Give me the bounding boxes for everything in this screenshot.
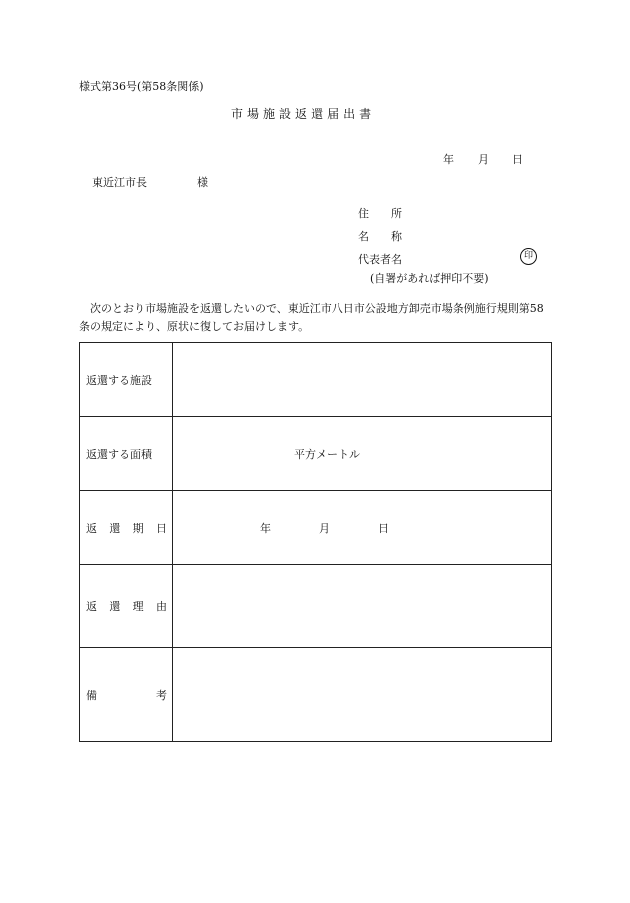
period-label-char: 返 — [86, 521, 97, 535]
remarks-label-char: 考 — [156, 688, 167, 702]
period-day: 日 — [378, 521, 389, 535]
area-label: 返還する面積 — [86, 447, 152, 461]
facility-label: 返還する施設 — [86, 373, 152, 387]
period-label-char: 期 — [132, 521, 144, 535]
document-title: 市 場 施 設 返 還 届 出 書 — [231, 107, 372, 121]
period-month: 月 — [319, 521, 330, 535]
reason-value-cell[interactable] — [173, 565, 552, 648]
area-label-cell — [80, 417, 173, 491]
table-row — [80, 491, 552, 565]
remarks-value-cell[interactable] — [173, 648, 552, 742]
remarks-label-cell — [80, 648, 173, 742]
facility-label-cell — [80, 343, 173, 417]
reason-label-char: 還 — [109, 600, 121, 613]
reason-label-char: 理 — [132, 600, 144, 613]
date-month: 月 — [478, 153, 489, 166]
table-row — [80, 417, 552, 491]
reason-label-cell — [80, 565, 173, 648]
seal-note: (自署があれば押印不要) — [370, 272, 489, 285]
period-label-char: 日 — [155, 521, 167, 535]
period-label-char: 還 — [109, 521, 121, 535]
area-unit: 平方メートル — [294, 447, 360, 461]
period-label-cell — [80, 491, 173, 565]
facility-value-cell[interactable] — [173, 343, 552, 417]
date-year: 年 — [443, 153, 454, 166]
period-year: 年 — [260, 521, 271, 535]
body-text: 次のとおり市場施設を返還したいので、東近江市八日市公設地方卸売市場条例施行規則第58条の規定により、原状に復してお届けします。 — [79, 302, 544, 333]
table-row — [80, 343, 552, 417]
reason-label-char: 由 — [155, 600, 167, 613]
address-label: 住 所 — [358, 207, 402, 220]
period-value-cell[interactable] — [173, 491, 552, 565]
remarks-label-char: 備 — [86, 688, 97, 702]
honorific: 様 — [197, 176, 208, 189]
seal-mark: 印 — [520, 248, 537, 265]
table-row — [80, 648, 552, 742]
reason-label-char: 返 — [86, 600, 97, 613]
table-row — [80, 565, 552, 648]
representative-label: 代表者名 — [358, 253, 402, 266]
addressee: 東近江市長 — [92, 176, 147, 189]
form-table — [79, 342, 552, 742]
area-value-cell[interactable] — [173, 417, 552, 491]
date-day: 日 — [512, 153, 523, 166]
company-name-label: 名 称 — [358, 230, 402, 243]
form-number: 様式第36号(第58条関係) — [79, 80, 204, 93]
